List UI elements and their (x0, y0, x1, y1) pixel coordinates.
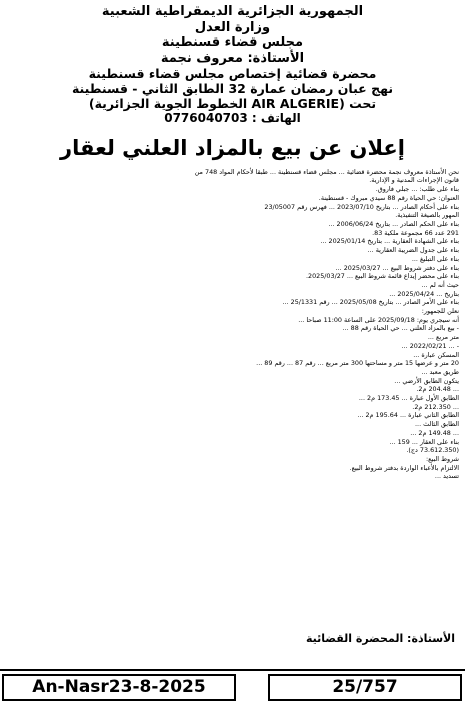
body-line: طريق معبد ... (421, 367, 459, 376)
body-line: المهور بالصيغة التنفيذية. (395, 211, 459, 220)
body-line: بناء على دفتر شروط البيع ... 2025/03/27 ... (335, 263, 459, 272)
body-line: بناء على التبليغ ... (411, 254, 459, 263)
body-line: الطابق الأول عبارة ... 173.45 م2 ... (358, 394, 459, 403)
document-number: 25/757 (268, 674, 462, 701)
body-line: الطابق الثاني عبارة ... 195.64 م2 ... (357, 411, 459, 420)
body-line: يتكون الطابق الأرضي ... (394, 376, 459, 385)
address-landmark: تحت (AIR ALGERIE الخطوط الجوية الجزائرية) (88, 96, 377, 112)
body-line: نحن الأستاذة معروف نجمة محضرة قضائية ... مجلس قضاء قسنطينة ... طبقا لأحكام المواد 748 من (194, 167, 459, 176)
footer-bar (0, 669, 465, 702)
body-line: المسكن عبارة ... (413, 350, 459, 359)
announcement-body (6, 168, 459, 481)
body-line: بناء على الشهادة العقارية ... بتاريخ 2025/01/14 ... (320, 237, 459, 246)
body-line: (73.612.350 دج). (406, 446, 459, 455)
body-line: قانون الإجراءات المدنية و الإدارية. (369, 176, 459, 185)
announcement-title: إعلان عن بيع بالمزاد العلني لعقار (60, 135, 405, 160)
body-line: العنوان: حي الحياة رقم 88 سيدي مبروك - قسنطينة. (318, 193, 459, 202)
body-line: بناء على جدول الضريبة العقارية ... (367, 246, 459, 255)
republic-name: الجمهورية الجزائرية الديمقراطية الشعبية (101, 4, 364, 19)
publication-reference: An-Nasr23-8-2025 (2, 674, 236, 701)
body-line: بناء على العقار ... 159 ... (389, 437, 459, 446)
body-line: ... 212.350 م2. (412, 402, 459, 411)
body-line: بناء على أحكام الصادر ... بتاريخ 2023/07/10 ... فهرس رقم 23/05007 (264, 202, 459, 211)
body-line: بناء على محضر إيداع قائمة شروط البيع ... 2025/03/27. (305, 272, 459, 281)
body-line: تسديد ... (434, 472, 459, 481)
body-line: بتاريخ ... 2025/04/24 ... (389, 289, 459, 298)
phone-label: الهاتف : (251, 111, 301, 126)
office-title: محضرة قضائية إختصاص مجلس قضاء قسنطينة (88, 66, 377, 82)
body-line: - بيع بالمزاد العلني ... حي الحياة رقم 88 ... (342, 324, 459, 333)
phone-number: 0776040703 (164, 111, 248, 126)
lawyer-name: الأستاذة: معروف نجمة (160, 50, 305, 66)
body-line: الالتزام بالأعباء الواردة بدفتر شروط البيع. (349, 463, 459, 472)
body-line: - ... 2022/02/21 ... (401, 341, 459, 350)
body-line: 291 عدد 66 مجموعة ملكية 83. (372, 228, 459, 237)
ministry-name: وزارة العدل (194, 19, 271, 35)
office-address: نهج عبان رمضان عمارة 32 الطابق الثاني - قسنطينة (71, 81, 394, 97)
body-line: ... 149.48 م2 ... (410, 428, 459, 437)
document-header (6, 4, 459, 126)
body-line: متر مربع ... (427, 333, 459, 342)
court-name: مجلس قضاء قسنطينة (161, 35, 304, 51)
body-line: ... 204.48 م2. (416, 385, 459, 394)
signature: الأستاذة: المحضرة القضائية (305, 632, 455, 645)
body-line: شروط البيع: (425, 454, 459, 463)
body-line: بناء على الأمر الصادر ... بتاريخ 2025/05/08 ... رقم 25/1331 ... (282, 298, 459, 307)
body-line: الطابق الثالث ... (415, 420, 459, 429)
body-line: بناء على الحكم الصادر ... بتاريخ 2006/06/24 ... (328, 219, 459, 228)
body-line: حيث أنه لم ... (421, 280, 459, 289)
body-line: نعلن للجمهور: (421, 307, 459, 316)
body-line: أنه سيجري يوم: 2025/09/18 على الساعة 11:00 صباحا ... (298, 315, 459, 324)
body-line: بناء على طلب: ... جبلي فاروق. (375, 185, 459, 194)
phone-line (6, 111, 459, 125)
body-line: 20 متر و عرضها 15 متر و مساحتها 300 متر مربع ... رقم 87 ... رقم 89 ... (256, 359, 459, 368)
